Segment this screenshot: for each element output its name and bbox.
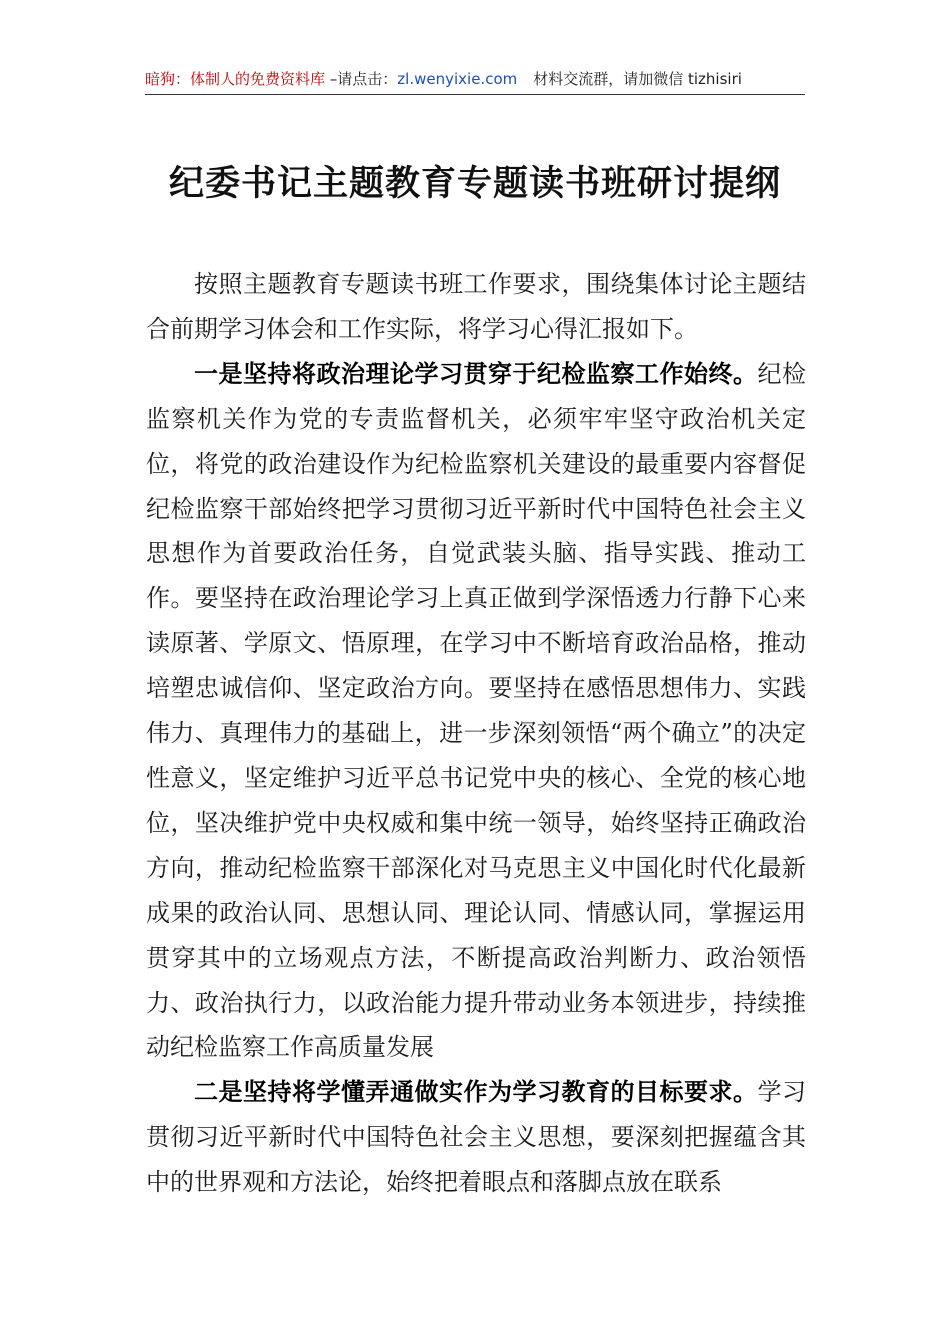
document-title: 纪委书记主题教育专题读书班研讨提纲: [168, 163, 781, 204]
section1-text: 纪检监察机关作为党的专责监督机关，必须牢牢坚守政治机关定位，将党的政治建设作为纪检监察机关建设的最重要内容督促纪检监察干部始终把学习贯彻习近平新时代中国特色社会主义思想作为首要政治任务，自觉武装头脑、指导实践、推动工作。要坚持在政治理论学习上真正做到学深悟透力行静下心来读原著、学原文、悟原理，在学习中不断培育政治品格，推动培塑忠诚信仰、坚定政治方向。要坚持在感悟思想伟力、实践伟力、真理伟力的基础上，进一步深刻领悟“两个确立”的决定性意义，坚定维护习近平总书记党中央的核心、全党的核心地位，坚决维护党中央权威和集中统一领导，始终坚持正确政治方向，推动纪检监察干部深化对马克思主义中国化时代化最新成果的政治认同、思想认同、理论认同、情感认同，掌握运用贯穿其中的立场观点方法，不断提高政治判断力、政治领悟力、政治执行力，以政治能力提升带动业务本领进步，持续推动纪检监察工作高质量发展: [146, 359, 806, 1062]
page-header: [145, 66, 805, 95]
header-click-prompt: –请点击：: [325, 70, 398, 88]
document-body: [146, 262, 806, 1205]
header-wechat-note: 材料交流群，请加微信 tizhisiri: [533, 70, 742, 88]
section1-paragraph: [146, 352, 806, 1071]
section2-text: 学习贯彻习近平新时代中国特色社会主义思想，要深刻把握蕴含其中的世界观和方法论，始终把着眼点和落脚点放在联系: [146, 1078, 806, 1197]
section2-paragraph: [146, 1070, 806, 1205]
section2-heading: 二是坚持将学懂弄通做实作为学习教育的目标要求。: [194, 1077, 758, 1107]
intro-paragraph: 按照主题教育专题读书班工作要求，围绕集体讨论主题结合前期学习体会和工作实际，将学习心得汇报如下。: [146, 270, 806, 343]
section1-heading: 一是坚持将政治理论学习贯穿于纪检监察工作始终。: [194, 358, 758, 388]
header-site-name: 暗狗：体制人的免费资料库: [145, 70, 326, 88]
header-link[interactable]: zl.wenyixie.com: [397, 70, 518, 88]
